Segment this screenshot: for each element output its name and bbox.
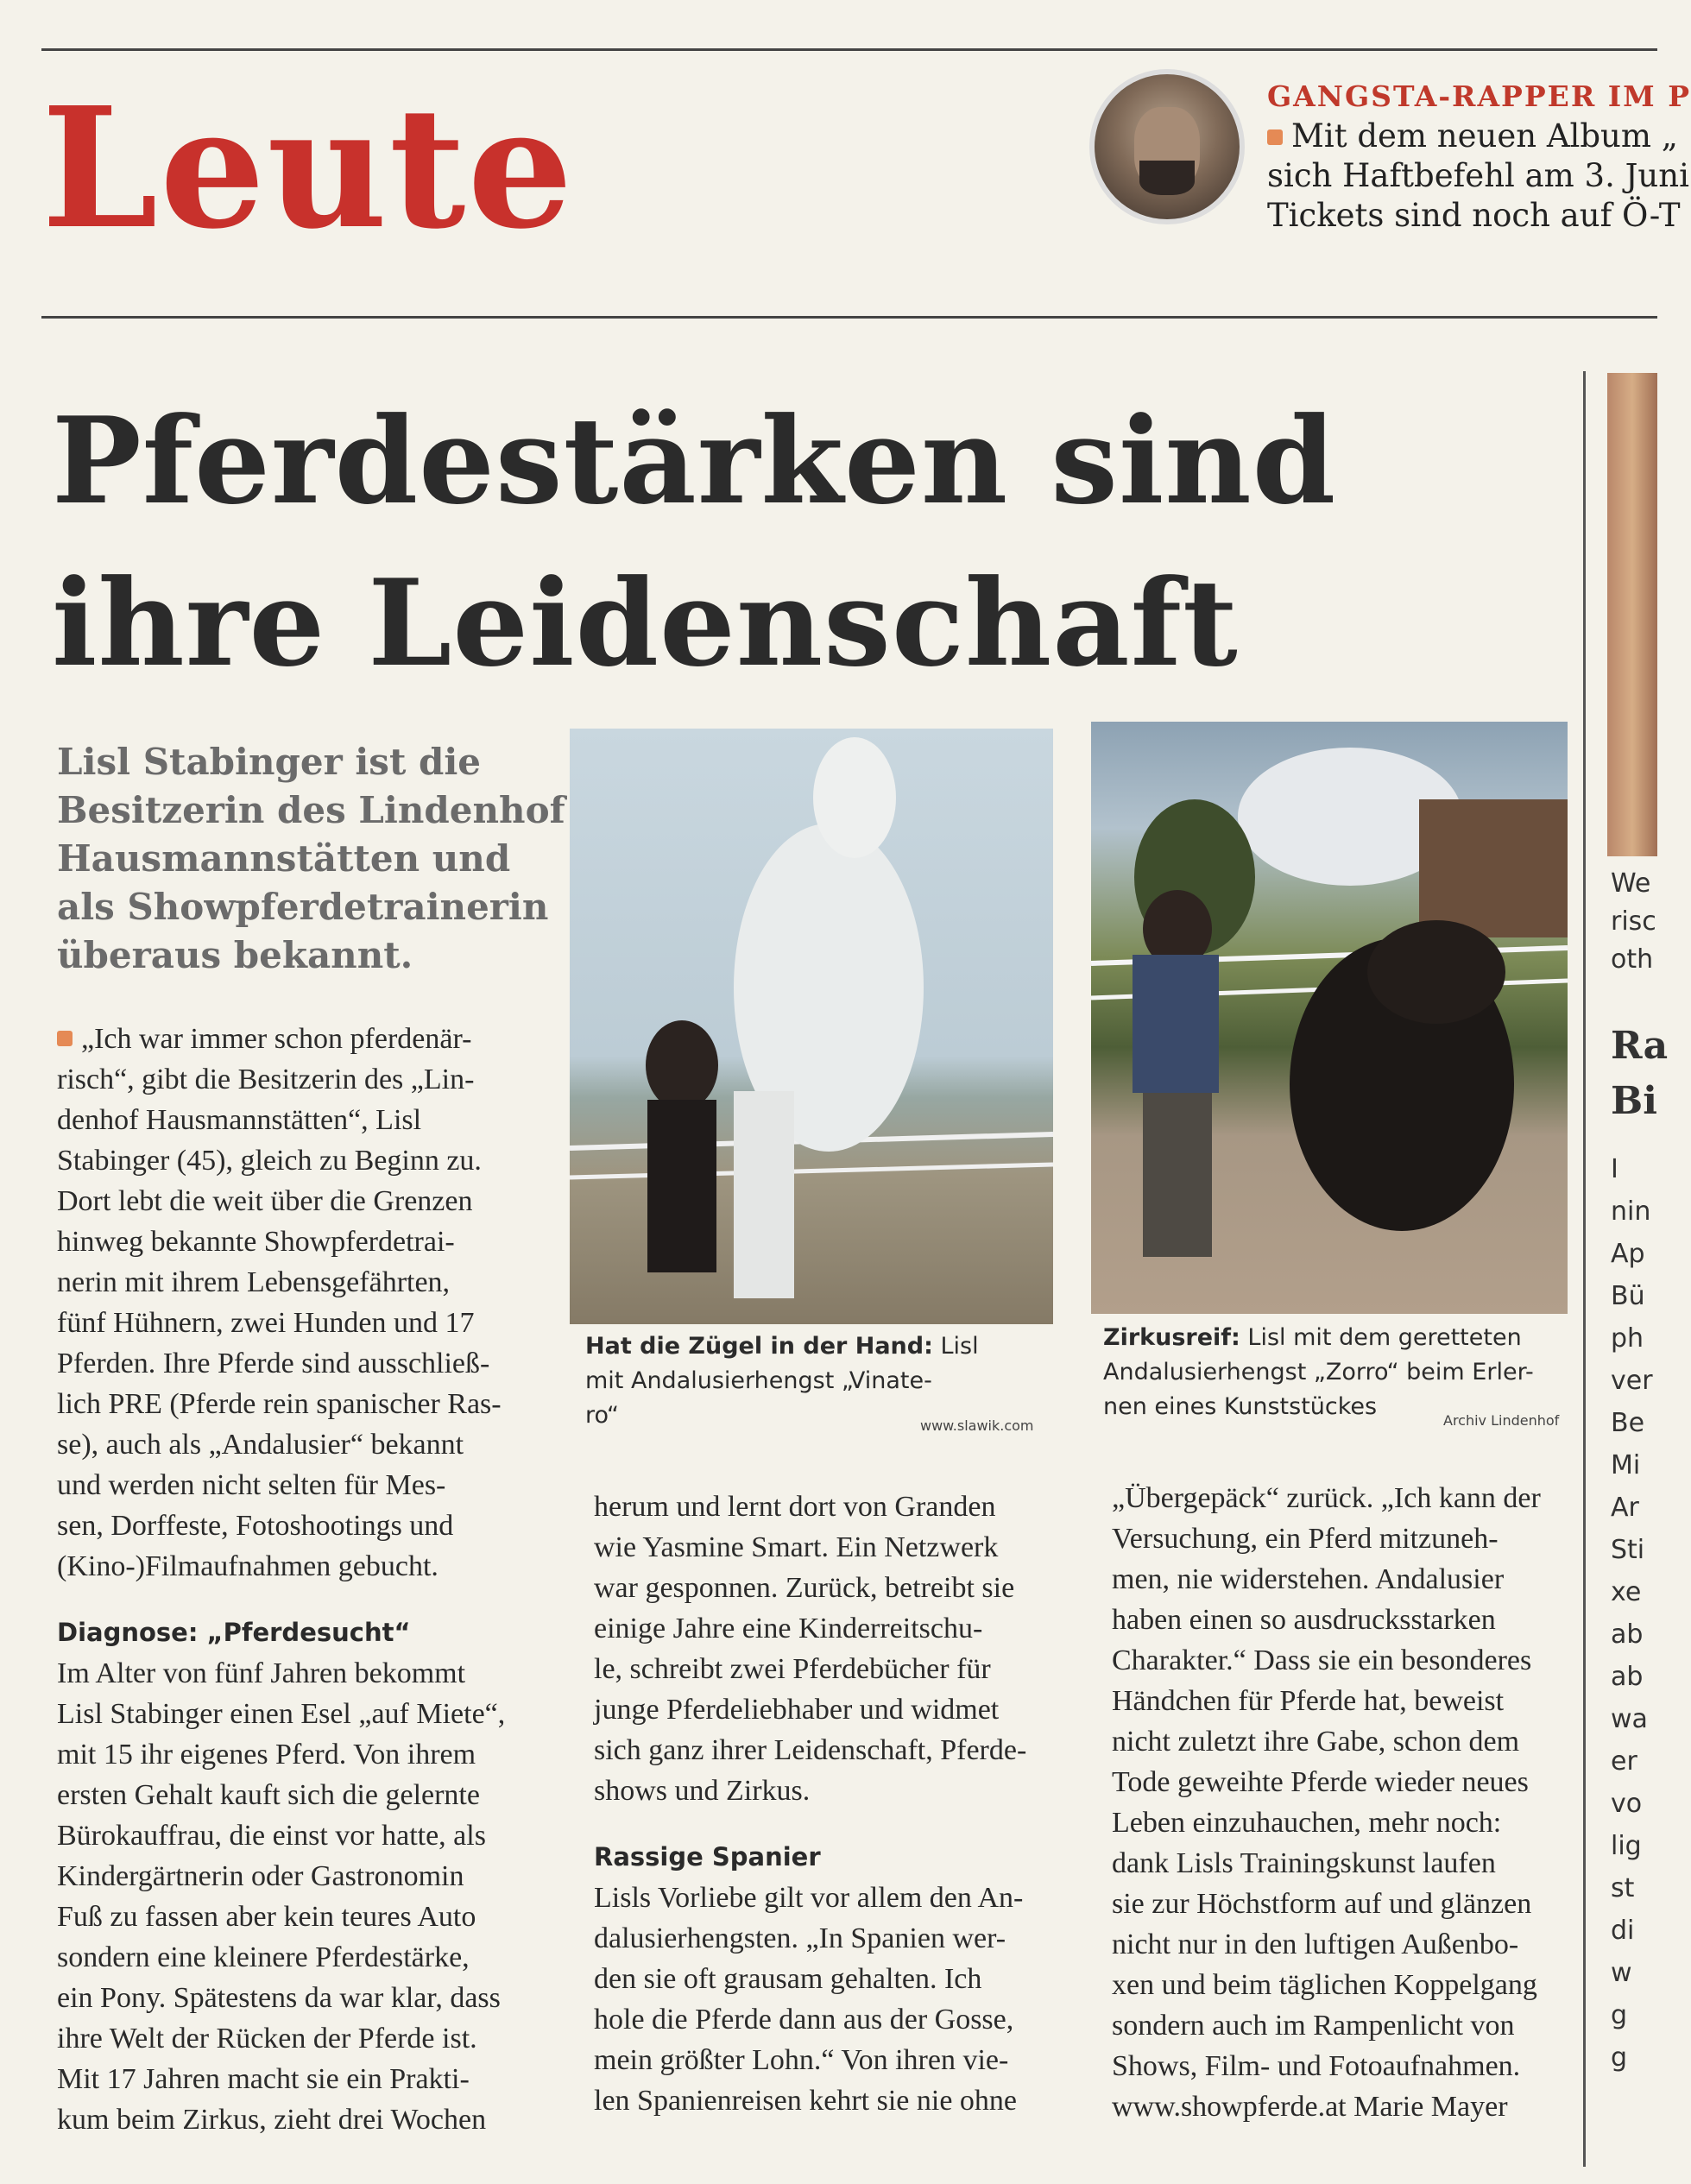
header-rule (41, 316, 1657, 319)
bullet-icon (1267, 129, 1283, 145)
subhead-rassige-spanier: Rassige Spanier (594, 1842, 821, 1872)
sidebar-body: I nin Ap Bü ph ver Be Mi Ar Sti xe ab ab wa er vo lig st di w g g (1611, 1154, 1653, 2073)
article-headline: Pferdestärken sind ihre Leidenschaft (52, 390, 1337, 693)
article-column-3: „Übergepäck“ zurück. „Ich kann der Versuchung, ein Pferd mitzuneh- men, nie widerstehen. Andalusier haben einen so ausdrucksstarken Charakter.“ Dass sie ein besonderes Händchen für Pferde hat, beweist nicht zuletzt ihre Gabe, schon dem Tode geweihte Pferde wieder neues Leben einzuhauchen, mehr noch: dank Lisls Trainingskunst laufen sie zur Höchstform auf und glänzen nicht nur in den luftigen Außenbo- xen und beim täglichen Koppelgang sondern auch im Rampenlicht von Shows, Film- und Fotoaufnahmen. www.showpferde.at Marie Mayer (1112, 1478, 1595, 2127)
teaser-line: Tickets sind noch auf Ö-T (1267, 197, 1681, 234)
article-column-1: „Ich war immer schon pferdenär- risch“, gibt die Besitzerin des „Lin- denhof Hausmannstätten“, Lisl Stabinger (45), gleich zu Beginn zu. Dort lebt die weit über die Grenzen hinweg bekannte Showpferdetrai- nerin mit ihrem Lebensgefährten, fünf Hühnern, zwei Hunden und 17 Pferden. Ihre Pferde sind ausschließ- lich PRE (Pferde rein spanischer Ras- se), auch als „Andalusier“ bekannt und werden nicht selten für Mes- sen, Dorffeste, Fotoshootings und (Kino-)Filmaufnahmen gebucht. Diagnose: „Pferdesucht“ Im Alter von fünf Jahren bekommt Lisl Stabinger einen Esel „auf Miete“, mit 15 ihr eigenes Pferd. Von ihrem ersten Gehalt kauft sich die gelernte Bürokauffrau, die einst vor hatte, als Kindergärtnerin oder Gastronomin Fuß zu fassen aber kein teures Auto sondern eine kleinere Pferdestärke, ein Pony. Spätestens da war klar, dass ihre Welt der Rücken der Pferde ist. Mit 17 Jahren macht sie ein Prakti- kum beim Zirkus, zieht drei Wochen (57, 1019, 549, 2140)
photo2-credit: Archiv Lindenhof (1443, 1412, 1560, 1429)
article-lede: Lisl Stabinger ist die Besitzerin des Lindenhof Hausmannstätten und als Showpferdetrainerin überaus bekannt. (57, 741, 565, 976)
top-rule (41, 48, 1657, 51)
teaser-line: sich Haftbefehl am 3. Juni (1267, 157, 1689, 194)
photo1-credit: www.slawik.com (920, 1417, 1034, 1434)
photo2-caption: Zirkusreif: Lisl mit dem geretteten Andalusierhengst „Zorro“ beim Erler- nen eines Kunststückes (1103, 1324, 1534, 1420)
sidebar-photo (1607, 373, 1657, 856)
bullet-icon (57, 1031, 73, 1046)
photo-horse-rearing (570, 729, 1053, 1324)
teaser-avatar (1089, 69, 1245, 224)
teaser-kicker: GANGSTA-RAPPER IM P (1267, 79, 1691, 113)
sidebar-headline: Ra Bi (1611, 1024, 1669, 1123)
subhead-pferdesucht: Diagnose: „Pferdesucht“ (57, 1618, 411, 1647)
photo-horse-trick (1091, 722, 1568, 1314)
photo1-caption: Hat die Zügel in der Hand: Lisl mit Andalusierhengst „Vinate- ro“ (585, 1333, 979, 1429)
sidebar-caption: We risc oth (1611, 868, 1656, 975)
section-title: Leute (41, 72, 575, 266)
sidebar-rule (1583, 371, 1586, 2167)
teaser-line: Mit dem neuen Album „ (1267, 117, 1678, 155)
author-line: www.showpferde.at Marie Mayer (1112, 2091, 1508, 2123)
article-column-2: herum und lernt dort von Granden wie Yasmine Smart. Ein Netzwerk war gesponnen. Zurück, betreibt sie einige Jahre eine Kinderreitschu- le, schreibt zwei Pferdebücher für junge Pferdeliebhaber und widmet sich ganz ihrer Leidenschaft, Pferde- shows und Zirkus. Rassige Spanier Lisls Vorliebe gilt vor allem den An- dalusierhengsten. „In Spanien wer- den sie oft grausam gehalten. Ich hole die Pferde dann aus der Gosse, mein größter Lohn.“ Von ihren vie- len Spanienreisen kehrt sie nie ohne (594, 1487, 1077, 2121)
